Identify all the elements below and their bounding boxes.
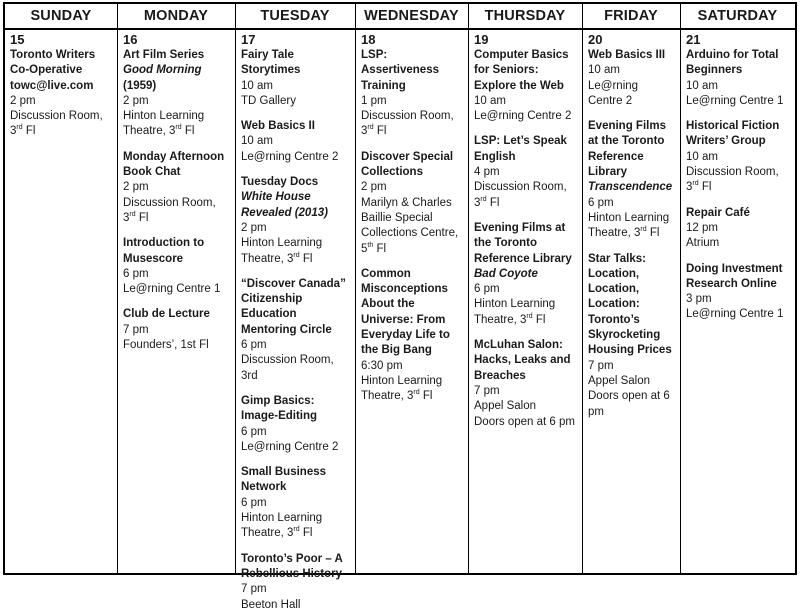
event-location-floor: 3	[686, 181, 693, 194]
event-entry	[123, 150, 230, 226]
event-entry	[474, 221, 577, 328]
event-location-text: Hinton Learning Theatre, 3	[241, 512, 323, 540]
event-location	[123, 196, 230, 227]
event-location-text: Le@rning Centre 1	[686, 94, 784, 107]
event-title: Club de Lecture	[123, 308, 210, 321]
date-number: 21	[686, 32, 701, 47]
weekday-header-sunday: SUNDAY	[30, 8, 92, 24]
event-title: LSP: Let’s Speak English	[474, 135, 567, 163]
event-title-line2: (1959)	[123, 79, 157, 92]
event-title: Small Business Network	[241, 466, 327, 494]
event-title: Arduino for Total Beginners	[686, 49, 779, 77]
event-location	[588, 79, 675, 110]
event-location-text: Appel Salon	[474, 400, 537, 413]
event-time: 7 pm	[241, 583, 267, 596]
event-location-floor: 3	[10, 125, 17, 138]
event-title: Repair Café	[686, 206, 750, 219]
event-location	[361, 374, 463, 405]
event-location	[361, 109, 463, 140]
floor-suffix: rd	[640, 226, 647, 234]
event-location	[10, 109, 112, 140]
event-location-suffix: Fl	[486, 196, 500, 209]
event-location-text: Discussion Room,	[10, 110, 103, 123]
event-time: 2 pm	[123, 94, 149, 107]
event-location-suffix: Fl	[419, 390, 433, 403]
event-time: 6:30 pm	[361, 359, 403, 372]
event-location	[474, 109, 577, 124]
event-entry	[241, 465, 350, 541]
event-location	[241, 94, 350, 109]
event-note: Doors open at 6 pm	[588, 390, 670, 418]
date-number: 20	[588, 32, 603, 47]
event-title: Evening Films at the Toronto Reference Library	[588, 120, 666, 179]
header-divider	[355, 4, 356, 28]
day-cell-sunday	[5, 30, 117, 573]
event-location-text: TD Gallery	[241, 94, 296, 107]
floor-suffix: rd	[16, 124, 23, 132]
weekday-header-wednesday: WEDNESDAY	[364, 8, 459, 24]
event-time: 6 pm	[241, 339, 267, 352]
event-location	[474, 180, 577, 211]
event-time: 1 pm	[361, 94, 387, 107]
event-location	[686, 165, 790, 196]
floor-suffix: rd	[526, 312, 533, 320]
event-entry	[361, 48, 463, 140]
event-location	[241, 440, 350, 455]
event-location-floor: 3	[361, 125, 368, 138]
event-time: 6 pm	[123, 267, 149, 280]
event-location-suffix: Fl	[532, 313, 546, 326]
event-location-suffix: Fl	[373, 125, 387, 138]
event-entry	[474, 338, 577, 430]
event-title: Fairy Tale Storytimes	[241, 49, 301, 77]
event-location	[588, 374, 675, 389]
event-entry	[474, 48, 577, 124]
event-entry	[686, 48, 790, 109]
event-location-text: Le@rning Centre 2	[588, 79, 639, 107]
event-time: 2 pm	[361, 181, 387, 194]
event-location-text: Hinton Learning Theatre, 3	[361, 374, 443, 403]
event-entry	[361, 150, 463, 257]
calendar-table	[3, 2, 797, 611]
date-number: 19	[474, 32, 489, 47]
event-location-text: Marilyn & Charles Baillie Special Collections Centre, 5	[361, 196, 459, 255]
event-location-suffix: Fl	[698, 181, 712, 194]
event-location	[241, 511, 350, 542]
event-title: Doing Investment Research Online	[686, 262, 783, 290]
event-film-title: Transcendence	[588, 181, 673, 194]
date-number: 18	[361, 32, 376, 47]
floor-suffix: rd	[129, 211, 136, 219]
event-location	[361, 196, 463, 257]
event-location-text: Atrium	[686, 237, 720, 250]
event-film-title: Good Morning	[123, 64, 202, 77]
event-time: 6 pm	[474, 283, 500, 296]
event-time: 10 am	[686, 79, 718, 92]
event-entry	[588, 48, 675, 109]
event-time: 10 am	[474, 94, 506, 107]
event-location-suffix: Fl	[373, 242, 387, 255]
weekday-header-row	[5, 4, 795, 30]
day-cell-saturday	[680, 30, 795, 573]
event-location-suffix: Fl	[299, 527, 313, 540]
floor-suffix: rd	[293, 251, 300, 259]
event-time: 7 pm	[588, 359, 614, 372]
event-location-suffix: Fl	[181, 125, 195, 138]
floor-suffix: th	[367, 241, 374, 249]
day-cell-monday	[117, 30, 235, 573]
header-divider	[117, 4, 118, 28]
event-location	[474, 297, 577, 328]
event-time: 6 pm	[241, 496, 267, 509]
event-title: “Discover Canada” Citizenship Education Mentoring Circle	[241, 277, 346, 336]
event-title: Web Basics II	[241, 120, 315, 133]
weekday-header-thursday: THURSDAY	[484, 8, 566, 24]
date-number: 16	[123, 32, 138, 47]
event-location	[474, 399, 577, 414]
floor-suffix: rd	[413, 389, 420, 397]
floor-suffix: rd	[480, 195, 487, 203]
weekday-header-monday: MONDAY	[143, 8, 209, 24]
floor-suffix: rd	[692, 180, 699, 188]
event-film-title: White House Revealed (2013)	[241, 191, 328, 219]
event-location	[241, 150, 350, 165]
event-title: Star Talks: Location, Location, Location: Toronto’s Skyrocketing Housing Prices	[588, 252, 672, 357]
date-number: 17	[241, 32, 256, 47]
event-location	[123, 282, 230, 297]
event-time: 2 pm	[241, 221, 267, 234]
floor-suffix: rd	[367, 124, 374, 132]
event-time: 2 pm	[10, 94, 36, 107]
event-location-text: Le@rning Centre 2	[474, 110, 572, 123]
event-entry	[241, 48, 350, 109]
event-location	[241, 598, 350, 613]
header-divider	[680, 4, 681, 28]
event-entry	[123, 48, 230, 140]
event-title: Tuesday Docs	[241, 176, 319, 189]
event-location-text: Le@rning Centre 2	[241, 440, 339, 453]
day-cell-wednesday	[355, 30, 468, 573]
event-location-text: Le@rning Centre 2	[241, 150, 339, 163]
event-entry	[10, 48, 112, 140]
event-location-text: Discussion Room,	[474, 181, 567, 194]
event-time: 10 am	[588, 64, 620, 77]
event-title: Toronto Writers Co-Operative	[10, 49, 96, 77]
floor-suffix: rd	[293, 526, 300, 534]
event-entry	[686, 119, 790, 195]
header-divider	[468, 4, 469, 28]
event-location-text: Discussion Room,	[361, 110, 454, 123]
event-time: 12 pm	[686, 221, 718, 234]
event-location-suffix: Fl	[22, 125, 36, 138]
event-location-text: Founders’, 1st Fl	[123, 339, 209, 352]
event-entry	[241, 394, 350, 455]
event-entry	[686, 206, 790, 252]
event-time: 6 pm	[588, 196, 614, 209]
header-divider	[235, 4, 236, 28]
header-divider	[582, 4, 583, 28]
event-location-text: Discussion Room, 3rd	[241, 354, 334, 382]
event-title: Computer Basics for Seniors: Explore the Web	[474, 49, 569, 92]
event-location-suffix: Fl	[135, 211, 149, 224]
day-cell-friday	[582, 30, 680, 573]
event-location-text: Discussion Room,	[686, 166, 779, 179]
event-title: Historical Fiction Writers’ Group	[686, 120, 780, 148]
event-note: Doors open at 6 pm	[474, 415, 576, 428]
event-title: Monday Afternoon Book Chat	[123, 150, 225, 179]
event-location	[241, 236, 350, 267]
floor-suffix: rd	[175, 124, 182, 132]
event-location-text: Discussion Room, 3	[123, 196, 216, 224]
event-entry	[123, 307, 230, 353]
event-time: 10 am	[686, 150, 718, 163]
event-title: Discover Special Collections	[361, 150, 454, 179]
event-time: 7 pm	[474, 384, 500, 397]
weekday-header-saturday: SATURDAY	[697, 8, 778, 24]
event-location	[686, 236, 790, 251]
event-location-suffix: Fl	[299, 252, 313, 265]
event-entry	[123, 236, 230, 297]
date-number: 15	[10, 32, 25, 47]
weekday-header-friday: FRIDAY	[604, 8, 658, 24]
event-time: 6 pm	[241, 425, 267, 438]
event-time: 3 pm	[686, 293, 712, 306]
event-film-title: Bad Coyote	[474, 267, 538, 280]
event-location-suffix: Fl	[646, 227, 660, 240]
event-entry	[361, 267, 463, 405]
event-time: 4 pm	[474, 166, 500, 179]
event-location	[241, 353, 350, 384]
event-location-text: Hinton Learning Theatre, 3	[241, 237, 323, 265]
event-title: Introduction to Musescore	[123, 237, 205, 265]
event-location-text: Beeton Hall	[241, 598, 301, 611]
event-location-text: Le@rning Centre 1	[686, 308, 784, 321]
event-entry	[241, 277, 350, 384]
event-time: 10 am	[241, 135, 273, 148]
event-entry	[474, 134, 577, 210]
event-location-text: Appel Salon	[588, 374, 651, 387]
event-location	[686, 94, 790, 109]
event-title-line2: towc@live.com	[10, 79, 94, 92]
day-cell-tuesday	[235, 30, 355, 611]
event-location-text: Hinton Learning Theatre, 3	[123, 110, 205, 138]
event-location	[686, 307, 790, 322]
event-entry	[588, 252, 675, 420]
event-entry	[241, 175, 350, 267]
event-location	[123, 338, 230, 353]
event-entry	[241, 119, 350, 165]
event-location	[588, 211, 675, 242]
event-time: 7 pm	[123, 323, 149, 336]
event-location	[123, 109, 230, 140]
event-location-floor: 3	[474, 196, 481, 209]
event-title: Common Misconceptions About the Universe: From Everyday Life to the Big Bang	[361, 267, 450, 357]
event-title: Art Film Series	[123, 49, 205, 61]
event-title: Gimp Basics: Image-Editing	[241, 394, 318, 423]
event-location-text: Le@rning Centre 1	[123, 283, 221, 296]
day-cell-thursday	[468, 30, 582, 573]
event-time: 2 pm	[123, 181, 149, 194]
event-entry	[588, 119, 675, 241]
event-location-text: Hinton Learning Theatre, 3	[588, 211, 670, 240]
event-title: McLuhan Salon: Hacks, Leaks and Breaches	[474, 339, 571, 382]
event-location-text: Hinton Learning Theatre, 3	[474, 298, 556, 326]
event-entry	[241, 552, 350, 613]
event-title: Evening Films at the Toronto Reference Library	[474, 221, 572, 265]
event-title: Toronto’s Poor – A Rebellious History	[241, 552, 343, 580]
event-title: Web Basics III	[588, 49, 666, 61]
weekday-header-tuesday: TUESDAY	[260, 8, 330, 24]
event-title: LSP: Assertiveness Training	[361, 49, 439, 92]
event-entry	[686, 262, 790, 323]
event-time: 10 am	[241, 79, 273, 92]
